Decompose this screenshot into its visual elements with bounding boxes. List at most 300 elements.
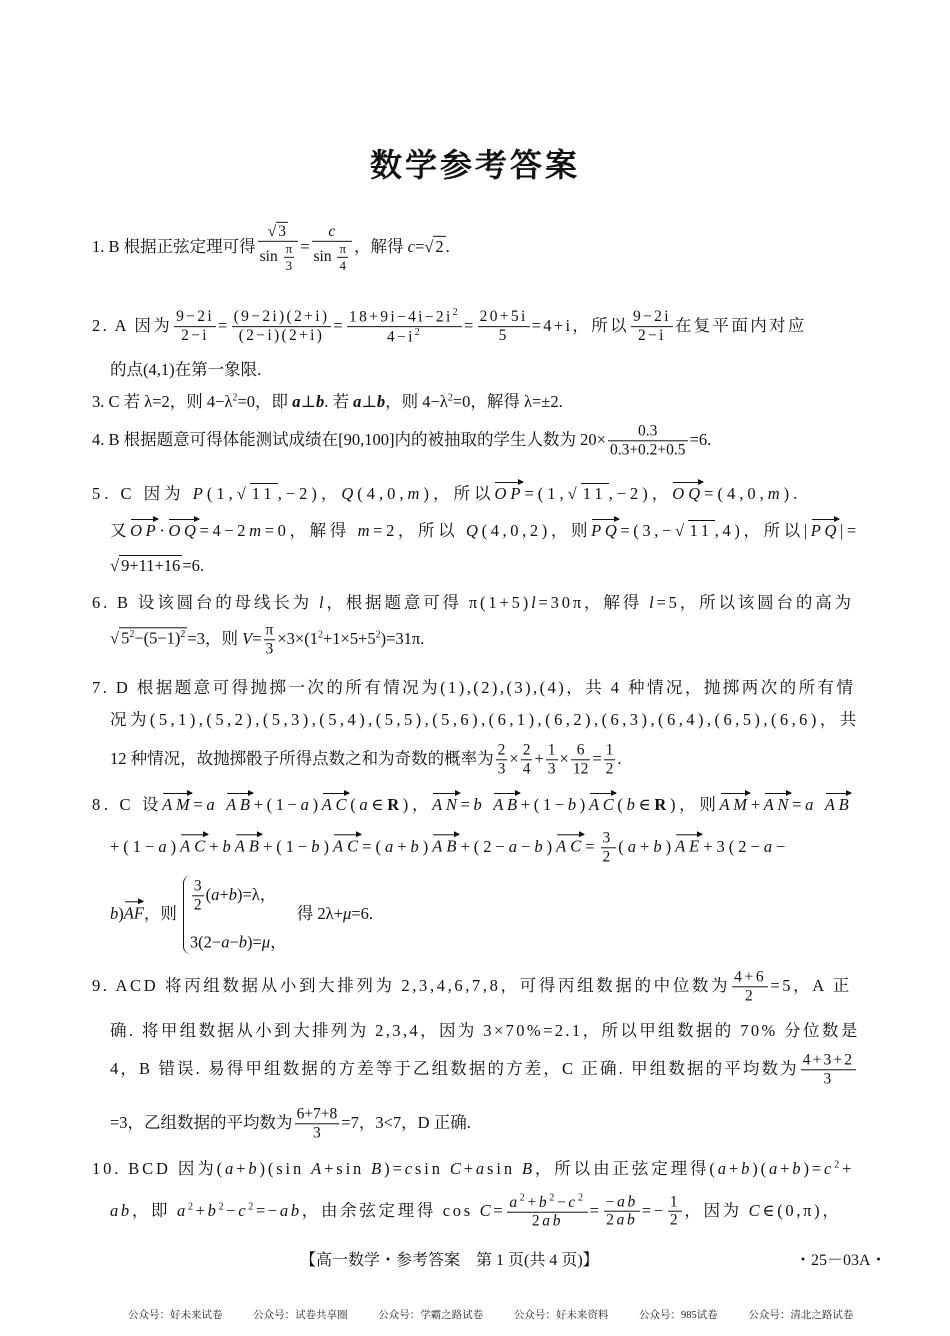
text-run: . 若 [324,392,354,411]
vector: AN [432,791,460,815]
denominator [668,1212,682,1231]
text-run: ( [350,795,360,814]
text-run: 2−i [637,327,666,345]
text-run: )，所以 [423,484,495,503]
text-run: × [509,748,519,768]
superscript: 2 [232,392,238,404]
text-run [218,795,226,814]
text-run: = [592,748,602,768]
numerator [521,741,533,760]
text-run: . [445,236,450,256]
denominator [604,760,616,779]
radicand [433,236,445,256]
text-run: ，所以由正弦定理得( [534,1159,718,1178]
text-run: 2 [602,848,615,866]
math-variable: C [479,1200,494,1220]
numerator [174,308,216,327]
math-variable: A [311,1159,325,1178]
text-run: =6. [182,556,204,575]
math-variable: a [206,795,219,814]
text-run: 1 [547,741,556,759]
text-run: = [193,795,207,814]
text-run: = [415,236,425,256]
superscript: 2 [549,1192,557,1204]
text-run: =(3,− [620,521,675,540]
square-root [110,629,187,649]
text-run: ) [546,836,557,856]
math-variable: Q [341,484,358,503]
text-run: 7. D 根据题意可得抛掷一次的所有情况为(1),(2),(3),(4)，共 4 种情况，抛掷两次的所有情 [92,678,856,697]
text-run: (4,0,2)，则 [481,521,592,540]
text-run: 12 [572,760,589,778]
math-variable: b [238,932,248,952]
math-variable: a [177,1200,188,1220]
text-run: = [463,315,476,335]
text-run [817,795,825,814]
text-run: ×3×(1 [277,628,318,648]
math-variable: b [207,1200,219,1220]
fraction [507,1193,587,1232]
text-run: ∈ [638,795,655,814]
text-run: 3 [265,640,274,658]
text-run: 1 [605,741,614,759]
text-run: ，则 4−λ [385,392,448,411]
text-run: = [792,795,806,814]
numerator [604,1193,640,1212]
radicand [119,555,182,575]
text-run: =5，A 正 [770,975,852,995]
text-run: 5 [498,327,509,345]
denominator [337,258,348,274]
math-variable: Q [466,521,482,540]
fraction [347,307,462,347]
text-run: 3 [547,760,556,778]
text-run: )=λ， [236,884,277,904]
text-run: =0，解得 [264,521,358,540]
text-run: 2−i [181,327,209,345]
fraction [631,308,673,345]
text-run: − [226,1200,239,1220]
answer-line [92,674,855,698]
text-run: 的点(4,1)在第一象限. [110,360,262,379]
text-run: 9. ACD 将丙组数据从小到大排列为 2,3,4,6,7,8，可得丙组数据的中位数为 [92,975,731,995]
answer-line [110,621,424,658]
text-run: ， [270,932,287,952]
answer-line [92,422,711,459]
text-run: 3. C 若 λ=2，则 4−λ [92,392,233,411]
text-run: 1 [669,1193,681,1211]
text-run: ，因为 [684,1200,749,1220]
numerator [258,223,299,242]
superscript: 2 [519,1192,528,1204]
square-root [568,484,609,504]
numerator [546,741,558,760]
text-run: = [333,315,346,335]
text-run: π [339,240,347,256]
text-run: 3 [278,222,287,240]
superscript: 2 [447,392,453,404]
numerator [337,242,348,258]
text-run: 2. A 因为 [92,315,173,335]
text-run: ( [617,795,627,814]
math-variable: b [567,795,580,814]
text-run: 2 [497,741,506,759]
denominator [192,896,204,915]
math-variable: a [300,795,313,814]
denominator [232,327,332,346]
text-run: + [534,748,544,768]
superscript: 2 [218,1201,227,1213]
math-variable: b [792,1159,804,1178]
radical-sign: √ [267,222,277,240]
text-run: (9−2i)(2+i) [233,308,330,326]
fraction [496,741,508,778]
answer-line [110,1051,858,1088]
math-variable: b [473,795,486,814]
vector: OP [494,480,524,504]
denominator [801,1070,856,1089]
text-run: 18+9i−4i−2i [349,308,453,326]
math-variable: C [748,1200,763,1220]
text-run: 9−2i [176,308,214,326]
math-variable: ab [279,1200,302,1220]
text-run: ，由余弦定理得 cos [301,1200,480,1220]
answer-line [92,480,801,504]
fraction [571,741,591,778]
superscript: 2 [577,1192,586,1204]
radical-sign: √ [110,556,120,575]
text-run: 4，B 错误. 易得甲组数据的方差等于乙组数据的方差，C 正确. 甲组数据的平均数为 [110,1058,799,1078]
numerator [264,621,276,640]
watermark: 公众号：试卷共享圈 [253,1310,348,1321]
text-run: = [589,1200,602,1220]
vector: AC [333,833,362,857]
text-run: 11 [689,521,713,540]
text-run: 确. 将甲组数据从小到大排列为 2,3,4，因为 3×70%=2.1，所以甲组数据的 70% 分位数是 [110,1021,860,1040]
denominator [631,327,673,346]
fraction [732,968,768,1005]
answer-line [92,1155,854,1179]
text-run: =3，乙组数据的平均数为 [110,1112,293,1132]
math-variable: a [717,1159,729,1178]
text-run: ( [205,884,212,904]
radicand [250,483,278,503]
text-run: · [159,521,169,540]
denominator [284,258,295,274]
text-run: ,−2)， [608,484,673,503]
square-root [237,484,278,504]
text-run: 3 [285,257,293,273]
radical-sign: √ [567,484,581,503]
text-run: sin [313,247,336,265]
text-run: 2 [606,1212,617,1230]
text-run: 况为(5,1),(5,2),(5,3),(5,4),(5,5),(5,6),(6,1),(6,2),(6,3),(6,4),(6,5),(6,6)，共 [110,710,860,729]
math-variable: ab [542,1212,564,1230]
text-run: ) [118,903,124,923]
fraction [264,621,276,658]
fraction [546,741,558,778]
answer-line [110,741,622,778]
text-run: ) [665,836,676,856]
text-run: +(1− [262,836,312,856]
text-run: sin [487,1159,522,1178]
answer-line [110,706,860,730]
answer-line [110,1017,860,1041]
math-variable: B [521,1159,535,1178]
answer-line [92,791,852,815]
equation-system [183,875,287,954]
math-variable: a [805,795,818,814]
vector: AE [675,833,703,857]
answer-line [92,388,563,412]
vector-variable: b [376,392,386,411]
denominator [507,1213,587,1232]
text-run: + [219,884,229,904]
vector: PQ [591,517,620,541]
numerator [801,1051,856,1070]
text-run: 4 [339,257,346,273]
text-run: 3 [823,1070,834,1088]
math-variable: a [359,795,372,814]
math-variable: V [242,628,253,648]
math-variable: m [357,521,374,540]
math-variable: b [110,903,119,923]
fraction [174,308,216,345]
text-run: = [218,315,230,335]
text-run: +(1− [253,795,301,814]
math-variable: C [449,1159,464,1178]
radicand [276,222,288,240]
text-run: =5，所以该圆台的高为 [656,593,854,612]
text-run: ⊥ [361,392,377,411]
text-run: π [285,240,293,256]
fraction [284,242,295,274]
text-run: )(sin [259,1159,312,1178]
text-run: ，解得 [354,236,408,256]
math-variable: a [509,1193,520,1211]
denominator [264,640,276,659]
numerator [295,1105,340,1124]
text-run: 0.3 [638,422,658,440]
vector: AN [764,791,792,815]
text-run: = [300,236,310,256]
text-run: 5. C 因为 [92,484,193,503]
superscript: 2 [248,1201,256,1213]
radical-sign: √ [110,628,120,648]
radical-sign: √ [236,484,250,503]
vector: AB [226,791,254,815]
vector-variable: b [315,392,325,411]
square-root [424,237,445,257]
text-run: ) [579,795,589,814]
text-run: 4+3+2 [802,1051,855,1069]
text-run: +sin [324,1159,372,1178]
math-variable: l [649,593,657,612]
superscript: 2 [180,629,186,641]
denominator [295,1124,340,1143]
text-run: =0，即 [237,392,293,411]
text-run: 4+6 [734,968,767,986]
text-run: =− [255,1200,280,1220]
math-variable: m [767,484,784,503]
text-run: )，则 [670,795,720,814]
denominator [521,760,533,779]
fraction [258,223,299,273]
text-run: − [776,836,790,856]
math-variable: a [221,932,230,952]
answer-line [92,589,854,613]
equation-row [190,929,287,953]
text-run: |= [840,521,860,540]
text-run: ). [783,484,802,503]
text-run: ) [422,836,433,856]
text-run: 8. C 设 [92,795,163,814]
math-variable: a [158,836,171,856]
watermark: 公众号：好未来试卷 [128,1310,223,1321]
superscript: 2 [414,327,423,339]
text-run: 2 [193,896,202,914]
text-run: ,−2)， [277,484,342,503]
text-run: 0.3+0.2+0.5 [609,441,686,459]
text-run: +(2− [460,836,509,856]
text-run: +1×5+5 [322,628,376,648]
vector: AM [162,791,193,815]
math-variable: m [249,521,265,540]
radical-sign: √ [424,236,434,256]
numerator [601,829,617,848]
text-run: 又 [110,521,131,540]
square-root [110,556,182,576]
fraction [337,242,348,274]
denominator [478,327,530,346]
answer-line [110,517,860,541]
text-run: + [209,836,223,856]
text-run: +3(2− [703,836,764,856]
math-variable: B [371,1159,385,1178]
fraction [312,223,353,273]
text-run: )， [402,795,433,814]
text-run: − [521,836,535,856]
answer-line [110,1193,842,1232]
text-run: + [750,795,764,814]
text-run: 6 [576,741,585,759]
text-run: =4−2 [199,521,250,540]
text-run: )= [247,932,262,952]
watermark: 公众号：好未来资料 [513,1310,609,1321]
text-run: 4 [522,760,531,778]
text-run: − [556,1193,569,1211]
math-variable: m [407,484,424,503]
text-run: )= [384,1159,405,1178]
vector: AC [556,833,585,857]
denominator [174,327,216,346]
text-run: 10. BCD 因为( [92,1159,225,1178]
denominator [546,760,558,779]
text-run: ，即 [131,1200,178,1220]
text-run: ( [618,836,628,856]
vector: AB [825,791,853,815]
text-run: − [605,1193,618,1211]
denominator [496,760,508,779]
radicand [119,628,187,648]
document-code: ・25－03A・ [795,1252,887,1269]
math-set: R [387,795,403,814]
math-variable: a [475,1159,488,1178]
math-variable: ab [617,1193,638,1211]
text-run: 得 2λ+ [292,903,343,923]
superscript: 2 [317,629,323,641]
text-run: =( [362,836,385,856]
math-set: R [654,795,670,814]
text-run: sin [259,247,282,265]
denominator [258,242,299,274]
text-run: + [195,1200,208,1220]
numerator [478,308,530,327]
numerator [571,741,591,760]
watermark-row [128,1307,881,1322]
text-run: 9+11+16 [121,556,181,575]
vector: PQ [811,517,840,541]
math-variable: c [238,1200,249,1220]
text-run: 3 [602,829,615,847]
text-run: ) [312,795,322,814]
math-variable: a [384,836,398,856]
text-run: 6+7+8 [296,1105,338,1123]
fraction [478,308,530,345]
vector: AC [180,833,209,857]
math-variable: c [824,1159,835,1178]
text-run: ∈ [371,795,388,814]
text-run: 2 [745,987,756,1005]
math-variable: b [653,836,666,856]
text-run: ∈(0,π)， [762,1200,842,1220]
text-run: . [617,748,622,768]
numerator [732,968,768,987]
fraction [521,741,533,778]
text-run: ，根据题意可得 π(1+5) [326,593,532,612]
equation-row [190,877,287,914]
answer-line [110,875,373,954]
text-run: = [493,1200,506,1220]
text-run: 6. B 设该圆台的母线长为 [92,593,319,612]
text-run: =3，则 [187,628,243,648]
text-run: 3(2− [189,932,222,952]
text-run: =6. [689,429,712,449]
numerator [347,307,462,327]
math-variable: b [410,836,423,856]
text-run: 20+5i [479,308,528,326]
denominator [608,441,688,460]
superscript: 2 [834,1159,843,1171]
superscript: 2 [187,1201,196,1213]
math-variable: b [534,836,547,856]
math-variable: μ [261,932,271,952]
math-variable: c [568,1193,578,1211]
math-variable: μ [342,903,352,923]
text-run: )( [752,1159,769,1178]
denominator [732,987,768,1006]
fraction [232,308,332,345]
vector-variable: a [353,392,362,411]
page-title: 数学参考答案 [369,146,580,184]
text-run: ) [323,836,334,856]
numerator [496,741,508,760]
text-run: − [229,932,239,952]
numerator [507,1193,587,1213]
text-run: =7，3<7，D 正确. [341,1112,471,1132]
math-variable: a [508,836,522,856]
math-variable: a [211,884,220,904]
